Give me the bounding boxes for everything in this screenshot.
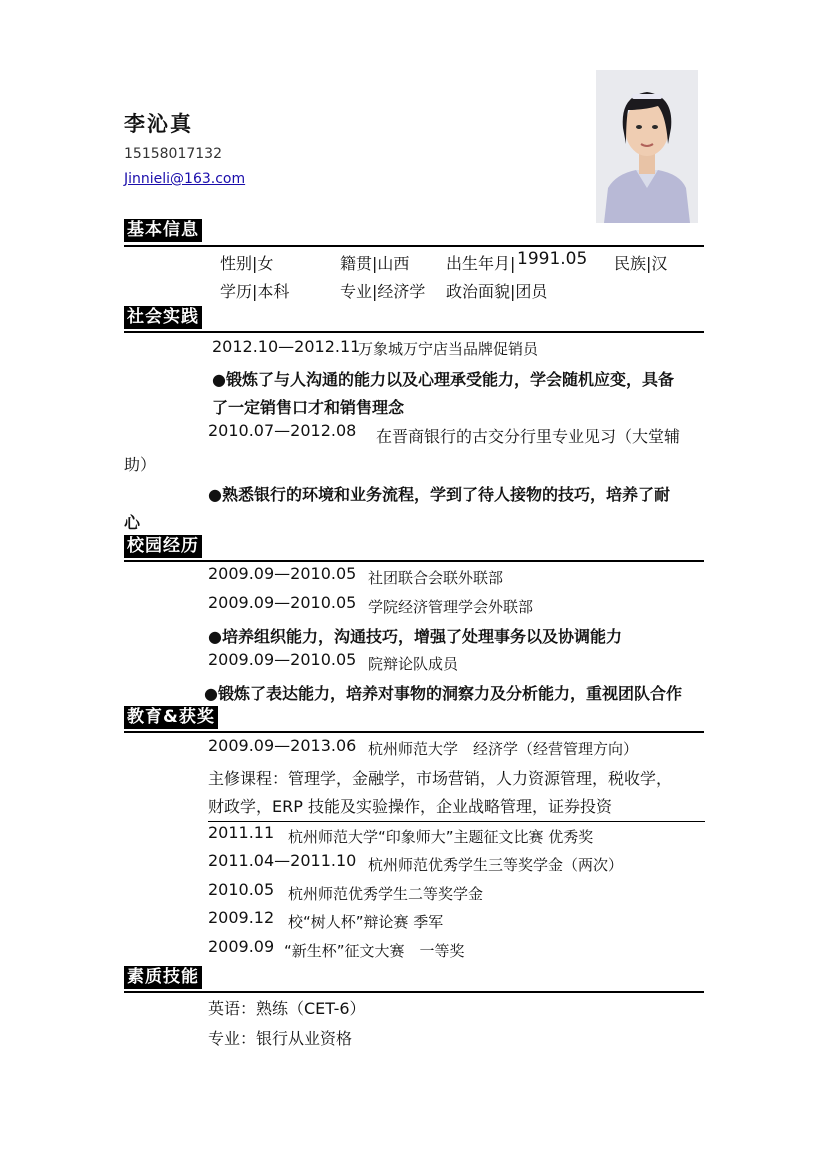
major: 专业|经济学 — [340, 282, 426, 301]
education-title: 杭州师范大学 经济学（经营管理方向） — [368, 740, 639, 758]
award-date: 2011.04—2011.10 — [208, 851, 357, 870]
section-title-campus: 校园经历 — [124, 535, 202, 558]
job-title: 在晋商银行的古交分行里专业见习（大堂辅 — [376, 427, 681, 446]
section-divider — [124, 731, 704, 733]
award-date: 2009.09 — [208, 937, 275, 956]
campus-date: 2009.09—2010.05 — [208, 564, 357, 583]
award-title: 杭州师范大学“印象师大”主题征文比赛 优秀奖 — [288, 828, 594, 846]
awards-divider — [208, 821, 705, 822]
section-divider — [124, 245, 704, 247]
section-title-skills: 素质技能 — [124, 966, 202, 989]
award-title: 杭州师范优秀学生三等奖学金（两次） — [368, 856, 624, 874]
job-title: 助） — [124, 455, 157, 474]
ethnicity: 民族|汉 — [614, 254, 668, 273]
section-title-education: 教育&获奖 — [124, 706, 218, 729]
campus-date: 2009.09—2010.05 — [208, 650, 357, 669]
hometown: 籍贯|山西 — [340, 254, 410, 273]
campus-title: 社团联合会联外联部 — [368, 569, 504, 587]
campus-note: ●锻炼了表达能力，培养对事物的洞察力及分析能力，重视团队合作 — [204, 684, 682, 703]
job-note: 心 — [124, 513, 141, 532]
campus-date: 2009.09—2010.05 — [208, 593, 357, 612]
award-date: 2011.11 — [208, 823, 275, 842]
award-title: “新生杯”征文大赛 一等奖 — [284, 942, 465, 960]
profile-photo — [596, 70, 698, 223]
campus-note: ●培养组织能力，沟通技巧，增强了处理事务以及协调能力 — [208, 627, 622, 646]
birth-label: 出生年月| — [446, 254, 516, 273]
job-date: 2012.10—2012.11 — [212, 337, 361, 356]
award-title: 校“树人杯”辩论赛 季军 — [288, 913, 444, 931]
birth-value: 1991.05 — [517, 249, 588, 269]
job-note: ●锻炼了与人沟通的能力以及心理承受能力，学会随机应变，具备 — [212, 370, 674, 389]
phone-number: 15158017132 — [124, 146, 222, 162]
award-date: 2010.05 — [208, 880, 275, 899]
section-divider — [124, 991, 704, 993]
courses: 主修课程：管理学，金融学，市场营销，人力资源管理，税收学， — [208, 769, 673, 788]
section-divider — [124, 331, 704, 333]
courses: 财政学，ERP 技能及实验操作，企业战略管理，证券投资 — [208, 797, 612, 816]
award-date: 2009.12 — [208, 908, 275, 927]
job-note: 了一定销售口才和销售理念 — [212, 398, 405, 417]
job-date: 2010.07—2012.08 — [208, 421, 357, 440]
degree: 学历|本科 — [220, 282, 290, 301]
political-status: 政治面貌|团员 — [446, 282, 548, 301]
award-title: 杭州师范优秀学生二等奖学金 — [288, 885, 484, 903]
email-link[interactable]: Jinnieli@163.com — [124, 171, 246, 187]
campus-title: 院辩论队成员 — [368, 655, 459, 673]
skill-professional: 专业：银行从业资格 — [208, 1029, 353, 1048]
job-title: 万象城万宁店当品牌促销员 — [358, 340, 539, 358]
section-divider — [124, 560, 704, 562]
gender: 性别|女 — [220, 254, 274, 273]
candidate-name: 李沁真 — [124, 112, 193, 136]
section-title-basic-info: 基本信息 — [124, 219, 202, 242]
job-note: ●熟悉银行的环境和业务流程，学到了待人接物的技巧，培养了耐 — [208, 485, 670, 504]
education-date: 2009.09—2013.06 — [208, 736, 357, 755]
campus-title: 学院经济管理学会外联部 — [368, 598, 534, 616]
section-title-social-practice: 社会实践 — [124, 306, 202, 329]
skill-english: 英语：熟练（CET-6） — [208, 999, 366, 1018]
